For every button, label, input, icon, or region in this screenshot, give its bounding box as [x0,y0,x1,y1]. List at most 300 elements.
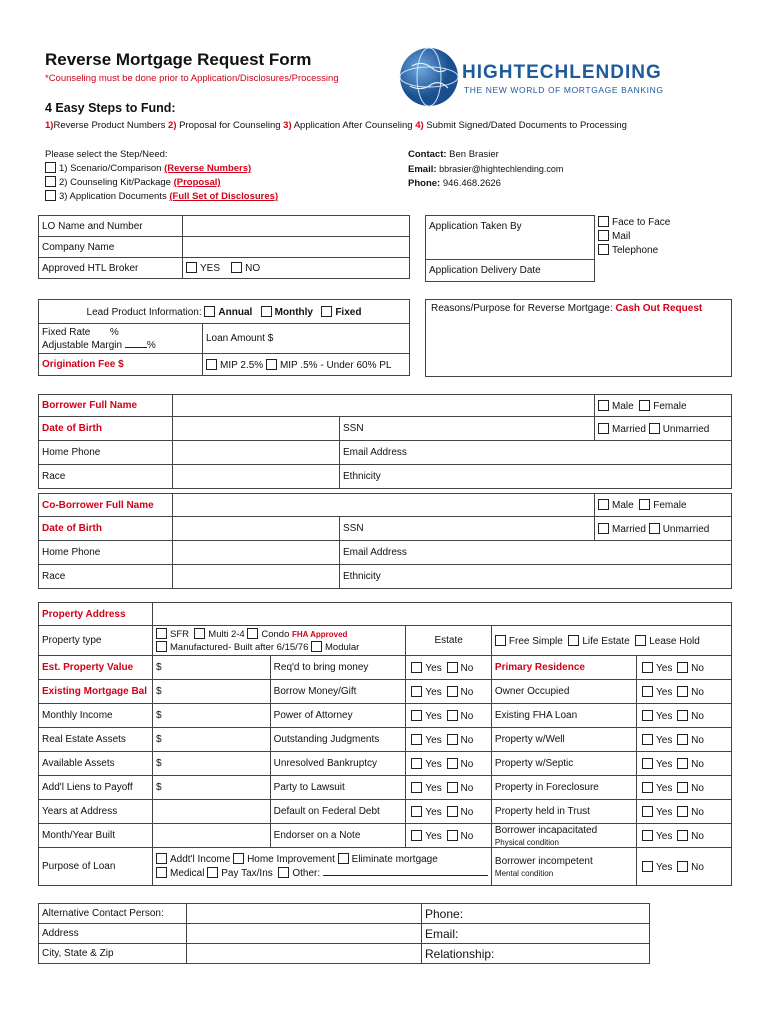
no-checkbox[interactable] [677,861,688,872]
no-label: No [460,734,474,746]
step-option-3[interactable] [45,190,278,204]
yes-label: Yes [656,758,673,770]
modular-label: Modular [325,641,360,653]
property-row-yes-no [406,800,492,824]
yes-label: Yes [425,662,442,674]
property-row-label: Month/Year Built [39,824,153,848]
eliminate-mortgage-checkbox[interactable] [338,853,349,864]
property-row-label: Est. Property Value [39,656,153,680]
property-row-right-yes-no [637,680,732,704]
yes-label: Yes [656,806,673,818]
step-select-prompt: Please select the Step/Need: [45,149,168,160]
mid-5-no-checkbox[interactable] [447,782,458,793]
property-row [39,752,732,776]
property-address-label: Property Address [39,603,153,626]
mid-1-no-checkbox[interactable] [447,686,458,697]
no-label: No [460,830,474,842]
condo-checkbox[interactable] [247,628,258,639]
no-label: No [460,758,474,770]
incompetent-label: Borrower incompetent [494,855,593,867]
coborrower-married-checkbox[interactable] [598,523,609,534]
yes-label: Yes [656,686,673,698]
steps-heading: 4 Easy Steps to Fund: [45,101,176,115]
pay-tax-label: Pay Tax/Ins [221,867,273,879]
borrower-name-input[interactable] [173,395,595,417]
property-row-question-right [491,752,636,776]
borrower-race-input[interactable] [173,465,340,489]
fixed-checkbox[interactable] [321,306,332,317]
property-row-yes-no [406,656,492,680]
step-3-num: 3) [283,120,292,131]
property-row-right-label: Property w/Well [494,734,565,745]
mid-2-yes-checkbox[interactable] [411,710,422,721]
property-row-right-yes-no [637,656,732,680]
logo-tagline: THE NEW WORLD OF MORTGAGE BANKING [464,85,664,95]
right-0-yes-checkbox[interactable] [642,662,653,673]
reasons-label: Reasons/Purpose for Reverse Mortgage: [431,303,616,314]
globe-icon [398,46,460,108]
mid-5-yes-checkbox[interactable] [411,782,422,793]
mid-0-no-checkbox[interactable] [447,662,458,673]
pay-tax-checkbox[interactable] [207,867,218,878]
borrower-married-checkbox[interactable] [598,423,609,434]
home-improvement-checkbox[interactable] [233,853,244,864]
right-2-yes-checkbox[interactable] [642,710,653,721]
property-table [38,602,732,886]
property-row-right-yes-no [637,704,732,728]
mid-4-no-checkbox[interactable] [447,758,458,769]
property-row [39,776,732,800]
no-label: No [460,686,474,698]
contact-name: Ben Brasier [449,149,499,160]
home-improvement-label: Home Improvement [247,853,335,865]
borrower-sex [595,395,732,417]
company-logo [398,44,698,114]
broker-yes-label: YES [200,263,221,274]
property-row-value[interactable] [153,752,271,776]
property-row [39,728,732,752]
other-checkbox[interactable] [278,867,289,878]
coborrower-female-checkbox[interactable] [639,499,650,510]
property-row-right-label: Property in Foreclosure [494,782,599,793]
property-row-right-yes-no [637,824,732,848]
dollar-sign: $ [156,710,162,721]
property-row-right-yes-no [637,800,732,824]
step-2-checkbox[interactable] [45,176,56,187]
no-label: No [460,710,474,722]
property-row-value[interactable] [153,728,271,752]
right-6-no-checkbox[interactable] [677,806,688,817]
property-row-question-right [491,824,636,848]
property-row-right-label: Property w/Septic [494,758,574,769]
alt-address-label: Address [39,924,187,944]
monthly-checkbox[interactable] [261,306,272,317]
incompetent-yes-no [637,848,732,886]
yes-label: Yes [425,686,442,698]
property-row-right-label: Owner Occupied [494,686,570,697]
alt-city-input[interactable] [187,944,422,964]
no-label: No [691,861,704,873]
taken-by-options [595,216,732,260]
property-row [39,680,732,704]
mid-6-yes-checkbox[interactable] [411,806,422,817]
addtl-income-label: Addt'l Income [170,853,231,865]
property-row [39,656,732,680]
dollar-sign: $ [156,734,162,745]
lead-product-table [38,299,410,376]
borrower-male-checkbox[interactable] [598,400,609,411]
origination-fee-label[interactable]: Origination Fee $ [39,354,203,376]
lease-hold-label: Lease Hold [649,635,700,647]
reasons-box[interactable] [425,299,732,377]
alt-address-input[interactable] [187,924,422,944]
borrower-unmarried-label: Unmarried [662,423,710,435]
borrower-male-label: Male [612,400,634,412]
right-7-yes-checkbox[interactable] [642,830,653,841]
step-option-2-link: (Proposal) [173,177,221,188]
other-label: Other: [292,867,321,879]
property-row-yes-no [406,704,492,728]
borrower-email-label[interactable]: Email Address [340,441,732,465]
delivery-date-input[interactable] [595,260,732,282]
contact-phone-label: Phone: [408,178,441,189]
step-option-1[interactable] [45,162,278,176]
property-row-question: Borrow Money/Gift [270,680,406,704]
mid-4-yes-checkbox[interactable] [411,758,422,769]
mip-25-checkbox[interactable] [206,359,217,370]
mid-7-no-checkbox[interactable] [447,830,458,841]
contact-email[interactable]: bbrasier@hightechlending.com [439,164,564,174]
property-row-question-right [491,728,636,752]
alt-person-label: Alternative Contact Person: [39,904,187,924]
medical-checkbox[interactable] [156,867,167,878]
property-row-value[interactable] [153,824,271,848]
no-label: No [691,782,704,794]
telephone-label: Telephone [612,244,659,256]
rate-cell[interactable] [39,324,203,354]
coborrower-male-checkbox[interactable] [598,499,609,510]
manufactured-checkbox[interactable] [156,641,167,652]
step-option-1-link: (Reverse Numbers) [164,163,252,174]
step-2-text: Proposal for Counseling [176,120,284,131]
adj-margin-input[interactable] [125,347,147,348]
coborrower-table [38,493,732,589]
property-row-value[interactable] [153,800,271,824]
property-row-question: Unresolved Bankruptcy [270,752,406,776]
mid-3-no-checkbox[interactable] [447,734,458,745]
lease-hold-checkbox[interactable] [635,635,646,646]
reasons-value: Cash Out Request [615,303,703,314]
lead-product-label: Lead Product Information: [86,306,202,318]
mid-6-no-checkbox[interactable] [447,806,458,817]
property-row-yes-no [406,728,492,752]
property-row-yes-no [406,680,492,704]
property-row-question: Endorser on a Note [270,824,406,848]
borrower-ssn-label[interactable]: SSN [340,417,595,441]
property-address-input[interactable] [153,603,732,626]
coborrower-dob-label[interactable]: Date of Birth [39,517,173,541]
manufactured-label: Manufactured- Built after 6/15/76 [170,641,309,653]
coborrower-race-input[interactable] [173,565,340,589]
condo-label: Condo [261,628,292,640]
modular-checkbox[interactable] [311,641,322,652]
right-4-no-checkbox[interactable] [677,758,688,769]
coborrower-name-input[interactable] [173,494,595,517]
mail-checkbox[interactable] [598,230,609,241]
mip-options [203,354,410,376]
step-option-2-label: 2) Counseling Kit/Package [59,177,174,188]
right-1-yes-checkbox[interactable] [642,686,653,697]
property-row-right-sub: Physical condition [494,837,559,847]
property-row-value[interactable] [153,776,271,800]
property-row-question: Party to Lawsuit [270,776,406,800]
property-row-question-right [491,800,636,824]
sfr-checkbox[interactable] [156,628,167,639]
approved-broker-options [183,258,410,279]
estate-options [491,626,731,656]
medical-label: Medical [170,867,205,879]
life-estate-label: Life Estate [582,635,630,647]
no-label: No [691,662,704,674]
application-table [425,215,732,282]
taken-by-label: Application Taken By [426,216,595,260]
coborrower-email-label[interactable]: Email Address [340,541,732,565]
dollar-sign: $ [156,686,162,697]
fha-approved-label: FHA Approved [292,629,348,639]
other-input[interactable] [323,875,488,876]
property-row-question-right [491,776,636,800]
yes-label: Yes [425,734,442,746]
coborrower-unmarried-checkbox[interactable] [649,523,660,534]
mid-2-no-checkbox[interactable] [447,710,458,721]
lead-product-row [39,300,410,324]
coborrower-dob-input[interactable] [173,517,340,541]
mip-05-checkbox[interactable] [266,359,277,370]
property-row-question: Power of Attorney [270,704,406,728]
property-row-label: Add'l Liens to Payoff [39,776,153,800]
alt-contact-table [38,903,650,964]
coborrower-marital [595,517,732,541]
coborrower-sex [595,494,732,517]
lo-name-input[interactable] [183,216,410,237]
right-1-no-checkbox[interactable] [677,686,688,697]
step-4-num: 4) [415,120,424,131]
page-title: Reverse Mortgage Request Form [45,50,312,69]
yes-label: Yes [656,861,673,873]
property-row-right-label: Existing FHA Loan [494,710,578,721]
right-5-yes-checkbox[interactable] [642,782,653,793]
contact-phone: 946.468.2626 [442,178,501,189]
annual-checkbox[interactable] [204,306,215,317]
borrower-female-label: Female [653,400,687,412]
coborrower-phone-input[interactable] [173,541,340,565]
property-row-value[interactable] [153,656,271,680]
no-label: No [460,662,474,674]
no-label: No [691,806,704,818]
step-option-2[interactable] [45,176,278,190]
yes-label: Yes [425,758,442,770]
property-row-right-label: Property held in Trust [494,806,590,817]
contact-label: Contact: [408,149,447,160]
dollar-sign: $ [156,758,162,769]
delivery-date-label: Application Delivery Date [426,260,595,282]
property-row-label: Monthly Income [39,704,153,728]
right-6-yes-checkbox[interactable] [642,806,653,817]
addtl-income-checkbox[interactable] [156,853,167,864]
fixed-rate-pct: % [109,326,119,338]
yes-label: Yes [425,830,442,842]
borrower-female-checkbox[interactable] [639,400,650,411]
property-row-question-right [491,656,636,680]
property-row-label: Real Estate Assets [39,728,153,752]
purpose-label: Purpose of Loan [39,848,153,886]
monthly-label: Monthly [274,306,313,318]
no-label: No [691,830,704,842]
step-1-checkbox[interactable] [45,162,56,173]
property-type-options [153,626,406,656]
step-select [45,148,278,204]
yes-label: Yes [425,710,442,722]
yes-label: Yes [656,710,673,722]
no-label: No [691,710,704,722]
borrower-marital [595,417,732,441]
mid-3-yes-checkbox[interactable] [411,734,422,745]
step-4-text: Submit Signed/Dated Documents to Processing [423,120,627,131]
adj-margin-label: Adjustable Margin [42,339,123,351]
lo-name-label: LO Name and Number [39,216,183,237]
telephone-checkbox[interactable] [598,244,609,255]
contact-email-label: Email: [408,164,437,175]
property-row-label: Years at Address [39,800,153,824]
loan-amount-label[interactable]: Loan Amount $ [203,324,410,354]
property-row-right-label: Borrower incapacitated [494,824,598,836]
step-1-num: 1) [45,120,54,131]
yes-checkbox[interactable] [642,861,653,872]
coborrower-ethnicity-label[interactable]: Ethnicity [340,565,732,589]
step-option-3-link: (Full Set of Disclosures) [169,191,279,202]
property-row-yes-no [406,752,492,776]
yes-label: Yes [656,830,673,842]
incompetent-label-cell [491,848,636,886]
mid-1-yes-checkbox[interactable] [411,686,422,697]
broker-no-label: NO [245,263,261,274]
mip-25-label: MIP 2.5% [220,359,264,371]
borrower-phone-label[interactable]: Home Phone [39,441,173,465]
borrower-race-label[interactable]: Race [39,465,173,489]
counseling-note: *Counseling must be done prior to Application/Disclosures/Processing [45,73,339,84]
borrower-dob-label[interactable]: Date of Birth [39,417,173,441]
property-row-question-right [491,704,636,728]
yes-label: Yes [656,782,673,794]
property-row-right-yes-no [637,728,732,752]
free-simple-checkbox[interactable] [495,635,506,646]
mid-0-yes-checkbox[interactable] [411,662,422,673]
broker-no-checkbox[interactable] [231,262,242,273]
step-3-checkbox[interactable] [45,190,56,201]
yes-label: Yes [425,782,442,794]
mip-05-label: MIP .5% - Under 60% PL [279,359,392,371]
step-option-3-label: 3) Application Documents [59,191,170,202]
right-3-no-checkbox[interactable] [677,734,688,745]
purpose-options [153,848,492,886]
mental-condition-label: Mental condition [494,868,554,878]
right-5-no-checkbox[interactable] [677,782,688,793]
coborrower-name-label: Co-Borrower Full Name [39,494,173,517]
property-row-right-label: Primary Residence [494,662,585,673]
adj-margin-pct: % [146,339,156,351]
yes-label: Yes [656,734,673,746]
mid-7-yes-checkbox[interactable] [411,830,422,841]
right-3-yes-checkbox[interactable] [642,734,653,745]
sfr-label: SFR [170,628,189,640]
step-option-1-label: 1) Scenario/Comparison [59,163,165,174]
right-2-no-checkbox[interactable] [677,710,688,721]
no-label: No [460,782,474,794]
borrower-unmarried-checkbox[interactable] [649,423,660,434]
company-name-input[interactable] [183,237,410,258]
face-to-face-checkbox[interactable] [598,216,609,227]
right-0-no-checkbox[interactable] [677,662,688,673]
yes-label: Yes [656,662,673,674]
fixed-label: Fixed [335,306,362,318]
property-row [39,704,732,728]
company-name-label: Company Name [39,237,183,258]
alt-relationship-label[interactable]: Relationship: [422,944,650,964]
borrower-dob-input[interactable] [173,417,340,441]
step-1-text: Reverse Product Numbers [53,120,169,131]
broker-yes-checkbox[interactable] [186,262,197,273]
right-4-yes-checkbox[interactable] [642,758,653,769]
borrower-phone-input[interactable] [173,441,340,465]
property-row-yes-no [406,824,492,848]
coborrower-female-label: Female [653,500,687,511]
face-to-face-label: Face to Face [612,216,671,228]
coborrower-ssn-label[interactable]: SSN [340,517,595,541]
life-estate-checkbox[interactable] [568,635,579,646]
coborrower-unmarried-label: Unmarried [662,523,710,535]
property-row-value[interactable] [153,680,271,704]
coborrower-race-label[interactable]: Race [39,565,173,589]
no-label: No [691,734,704,746]
property-row-yes-no [406,776,492,800]
estate-label: Estate [406,626,492,656]
step-3-text: Application After Counseling [291,120,416,131]
eliminate-mortgage-label: Eliminate mortgage [351,853,438,865]
dollar-sign: $ [156,662,162,673]
alt-phone-label[interactable]: Phone: [422,904,650,924]
alt-email-label[interactable]: Email: [422,924,650,944]
alt-city-label: City, State & Zip [39,944,187,964]
property-row [39,824,732,848]
coborrower-phone-label[interactable]: Home Phone [39,541,173,565]
property-row-value[interactable] [153,704,271,728]
alt-person-input[interactable] [187,904,422,924]
multi-checkbox[interactable] [194,628,205,639]
multi-label: Multi 2-4 [208,628,245,640]
borrower-ethnicity-label[interactable]: Ethnicity [340,465,732,489]
borrower-table [38,394,732,489]
mail-label: Mail [612,230,631,242]
property-row-right-yes-no [637,752,732,776]
property-type-label: Property type [39,626,153,656]
property-row-question-right [491,680,636,704]
property-row-question: Req'd to bring money [270,656,406,680]
contact-block [408,148,563,191]
right-7-no-checkbox[interactable] [677,830,688,841]
property-row-question: Default on Federal Debt [270,800,406,824]
property-row [39,800,732,824]
property-row-question: Outstanding Judgments [270,728,406,752]
